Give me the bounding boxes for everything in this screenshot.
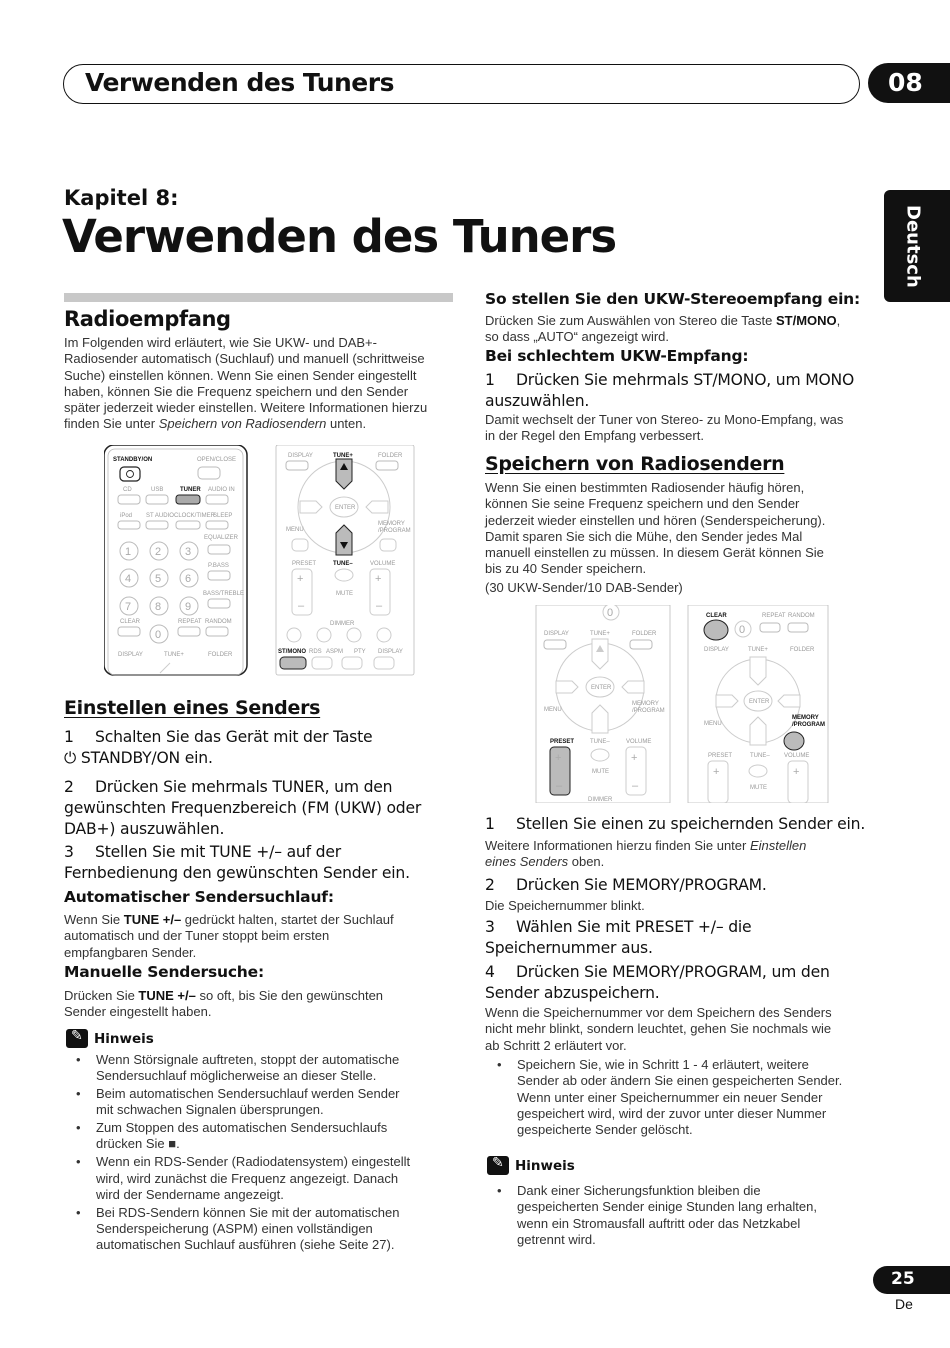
svg-text:–: – [556,780,563,792]
note-heading-right: ✎ Hinweis [487,1156,575,1175]
section-divider-bar [64,293,453,302]
note-item: • Wenn Störsignale auftreten, stoppt der automatische Sendersuchlauf möglicherweise an dieser Stelle. [64,1052,464,1085]
remote-label-tune-plus-2: TUNE+ [333,453,353,459]
digit-0: 0 [607,607,614,619]
svg-text:+: + [793,766,800,778]
tuning-heading: Einstellen eines Senders [64,697,321,719]
radio-intro-line: Im Folgenden wird erläutert, wie Sie UKW- und DAB+- [64,335,377,350]
digit-4: 4 [125,573,132,585]
svg-text:+: + [297,573,304,585]
remote-label-folder: FOLDER [208,652,233,658]
page-number-badge: 25 [873,1266,950,1294]
remote-label-pbass: P.BASS [208,563,229,569]
clear-button [704,620,728,640]
manual-search-heading: Manuelle Sendersuche: [64,963,264,981]
remote-label-program-2: /PROGRAM [792,722,825,728]
remote-label-tuner: TUNER [180,487,201,493]
remote-label-tune-minus: TUNE– [333,561,353,567]
saving-step-4-text: Wenn die Speichernummer vor dem Speichern des Senders nicht mehr blinkt, sondern leuchtet, gehen Sie nochmals wie ab Schritt 2 erläutert vor. [485,1005,832,1053]
remote-label-display-2: DISPLAY [704,647,729,653]
remote-label-open-close: OPEN/CLOSE [197,457,237,463]
standby-button [120,467,140,481]
radio-intro-line: Radiosender automatisch (Suchlauf) und manuell (schrittweise [64,351,425,367]
remote-label-pty: PTY [354,649,366,655]
remote-label-repeat: REPEAT [762,613,786,619]
digit-3: 3 [185,546,192,558]
remote-label-program: /PROGRAM [378,528,411,534]
remote-label-display-3: DISPLAY [378,649,403,655]
remote-label-display: DISPLAY [544,631,569,637]
note-item: • Dank einer Sicherungsfunktion bleiben die gespeicherten Sender einige Stunden lang erhalten, wenn ein Stromausfall auftritt oder das Netzkabel getrennt wird. [485,1183,885,1248]
svg-text:–: – [298,600,305,612]
stereo-text: Drücken Sie zum Auswählen von Stereo die Taste ST/MONO, so dass „AUTO“ angezeigt wird. [485,313,841,345]
remote-label-tune-minus: TUNE– [590,739,610,745]
radio-intro [64,335,459,433]
remote-label-repeat: REPEAT [178,619,202,625]
digit-8: 8 [155,601,162,613]
note-list-right [485,1183,885,1250]
power-icon: ⏻ [64,749,81,767]
note-item: • Beim automatischen Sendersuchlauf werden Sender mit schwachen Signalen übersprungen. [64,1086,464,1119]
remote-label-usb: USB [151,487,164,493]
language-side-tab-label: Deutsch [902,204,924,288]
remote-label-menu: MENU [544,707,562,713]
remote-label-equalizer: EQUALIZER [204,535,239,541]
digit-6: 6 [185,573,192,585]
remote-label-preset: PRESET [292,561,317,567]
remote-label-mute-2: MUTE [750,785,767,791]
digit-9: 9 [185,601,192,613]
remote-label-dimmer: DIMMER [588,797,613,803]
remote-label-folder: FOLDER [632,631,657,637]
remote-label-mute: MUTE [336,591,353,597]
remote-label-enter: ENTER [335,505,356,511]
remote-label-folder-2: FOLDER [378,453,403,459]
saving-bullet-item: • Speichern Sie, wie in Schritt 1 - 4 erläutert, weitere Sender ab oder ändern Sie einen gespeicherten Sender. Wenn unter einer Speichernummer ein neuer Sender gespeichert wird, wird der zuvor unter dieser Nummer gespeicherte Sender gelöscht. [485,1057,885,1138]
remote-label-preset: PRESET [550,739,575,745]
remote-label-volume-2: VOLUME [784,753,810,759]
chapter-title: Verwenden des Tuners [62,210,617,263]
chapter-number-badge: 08 [868,63,950,103]
tuning-step-2: 2 Drücken Sie mehrmals TUNER, um den gewünschten Frequenzbereich (FM (UKW) oder DAB+) auszuwählen. [64,778,422,838]
note-list-left [64,1052,464,1255]
remote-label-volume: VOLUME [370,561,396,567]
svg-text:–: – [376,600,383,612]
svg-text:+: + [713,766,720,778]
remote-label-display: DISPLAY [118,652,143,658]
note-item: • Zum Stoppen des automatischen Sendersuchlaufs drücken Sie ■. [64,1120,464,1153]
remote-label-dimmer: DIMMER [330,621,355,627]
remote-label-enter: ENTER [591,685,612,691]
remote-label-enter-2: ENTER [749,699,770,705]
remote-label-sleep: SLEEP [213,513,233,519]
remote-label-rds: RDS [309,649,322,655]
remote-label-audio-in: AUDIO IN [208,487,235,493]
note-item: • Wenn ein RDS-Sender (Radiodatensystem) eingestellt wird, wird zunächst die Frequenz angezeigt. Danach wird der Sendername angezeigt. [64,1154,464,1203]
remote-label-memory: MEMORY [632,701,659,707]
saving-step-1: 1 Stellen Sie einen zu speichernden Sender ein. [485,815,866,833]
remote-label-memory: MEMORY [378,521,405,527]
digit-0: 0 [155,629,162,641]
header-title: Verwenden des Tuners [85,68,394,97]
remote-label-display-2: DISPLAY [288,453,313,459]
note-pencil-icon [66,1029,88,1048]
remote-label-clear: CLEAR [706,613,727,619]
remote-label-tune-minus-2: TUNE– [750,753,770,759]
mono-text: Damit wechselt der Tuner von Stereo- zu Mono-Empfang, was in der Regel den Empfang verbessert. [485,412,844,444]
auto-search-text: Wenn Sie TUNE +/– gedrückt halten, startet der Suchlauf automatisch und der Tuner stoppt beim ersten empfangbaren Sender. [64,912,394,960]
remote-label-menu-2: MENU [704,721,722,727]
tuning-step-3: 3 Stellen Sie mit TUNE +/– auf der Fernbedienung den gewünschten Sender ein. [64,843,410,882]
memory-program-button [784,732,804,750]
radio-intro-line: haben, können Sie die Frequenz speichern und den Sender [64,383,409,399]
remote-control-illustration-right [528,605,834,803]
svg-text:+: + [555,752,562,764]
digit-0-2: 0 [739,624,746,636]
remote-label-mute: MUTE [592,769,609,775]
saving-intro: Wenn Sie einen bestimmten Radiosender häufig hören, können Sie seine Frequenz speichern und den Sender jederzeit wieder einstellen und hören (Senderspeicherung). Damit sparen Sie sich die Mühe, den Sender jedes Mal manuell einstellen zu müssen. In diesem Gerät können Sie bis zu 40 Sender speichern. [485,480,826,577]
remote-label-bass-treble: BASS/TREBLE [203,591,245,597]
saving-step-2: 2 Drücken Sie MEMORY/PROGRAM. [485,876,767,894]
saving-bullet-list [485,1057,885,1140]
remote-label-program: /PROGRAM [632,708,665,714]
remote-label-volume: VOLUME [626,739,652,745]
remote-control-illustration-left [104,445,424,690]
remote-label-tune-plus: TUNE+ [164,652,184,658]
digit-7: 7 [125,601,132,613]
remote-label-random: RANDOM [205,619,232,625]
note-item: • Bei RDS-Sendern können Sie mit der automatischen Senderspeicherung (ASPM) einen vollständigen automatischen Suchlauf ausführen (siehe Seite 27). [64,1205,464,1254]
tuner-button [176,495,200,504]
remote-label-ipod: iPod [120,513,133,519]
saving-capacity: (30 UKW-Sender/10 DAB-Sender) [485,580,683,595]
remote-label-tune-plus: TUNE+ [590,631,610,637]
tuning-step-1: 1 Schalten Sie das Gerät mit der Taste ⏻ STANDBY/ON ein. [64,728,373,767]
page-language-code: De [895,1296,913,1312]
remote-label-standby: STANDBY/ON [113,457,153,463]
radio-heading: Radioempfang [64,307,231,331]
remote-label-aspm: ASPM [326,649,344,655]
remote-label-folder-2: FOLDER [790,647,815,653]
manual-search-text: Drücken Sie TUNE +/– so oft, bis Sie den gewünschten Sender eingestellt haben. [64,988,384,1020]
stereo-heading: So stellen Sie den UKW-Stereoempfang ein: [485,290,861,308]
mono-step: 1 Drücken Sie mehrmals ST/MONO, um MONO auszuwählen. [485,371,855,410]
saving-step-2-text: Die Speichernummer blinkt. [485,898,645,913]
saving-step-4: 4 Drücken Sie MEMORY/PROGRAM, um den Sender abzuspeichern. [485,963,830,1002]
saving-step-3: 3 Wählen Sie mit PRESET +/– die Speichernummer aus. [485,918,752,957]
remote-label-clear: CLEAR [120,619,141,625]
saving-heading: Speichern von Radiosendern [485,453,785,475]
remote-label-cd: CD [123,487,132,493]
digit-5: 5 [155,573,162,585]
svg-text:+: + [375,573,382,585]
chapter-label: Kapitel 8: [64,186,179,210]
remote-label-clock-timer: CLOCK/TIMER [174,513,216,519]
remote-label-memory-2: MEMORY [792,715,819,721]
radio-intro-line: später jederzeit wieder einstellen. Weitere Informationen hierzu [64,400,428,416]
remote-label-st-mono: ST/MONO [278,649,306,655]
note-heading-left: ✎ Hinweis [66,1029,154,1048]
bad-reception-heading: Bei schlechtem UKW-Empfang: [485,347,749,365]
svg-text:–: – [632,780,639,792]
note-pencil-icon [487,1156,509,1175]
radio-intro-line: Suche) einstellen können. Wenn Sie einen Sender eingestellt [64,367,417,383]
digit-1: 1 [125,546,132,558]
remote-label-st-audio: ST AUDIO [146,513,174,519]
radio-intro-line: finden Sie unter Speichern von Radiosendern unten. [64,416,367,432]
remote-label-menu: MENU [286,527,304,533]
auto-search-heading: Automatischer Sendersuchlauf: [64,888,334,906]
svg-text:+: + [631,752,638,764]
digit-2: 2 [155,546,162,558]
remote-label-preset-2: PRESET [708,753,733,759]
remote-label-tune-plus-2: TUNE+ [748,647,768,653]
remote-label-random: RANDOM [788,613,815,619]
saving-step-1-text: Weitere Informationen hierzu finden Sie unter Einstellen eines Senders oben. [485,838,807,870]
st-mono-button [280,657,306,669]
